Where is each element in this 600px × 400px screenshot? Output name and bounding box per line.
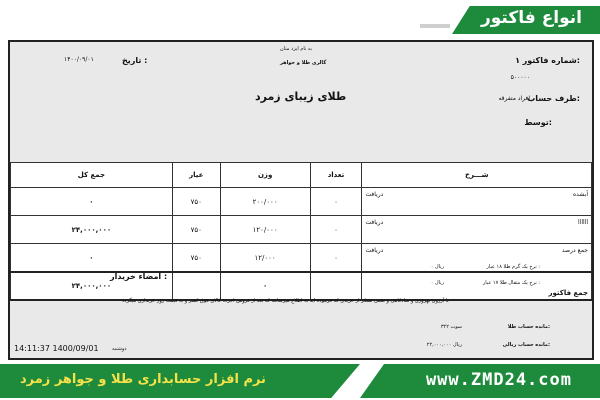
- header-karat: عیار: [172, 163, 220, 188]
- row-karat: ۷۵۰: [172, 216, 220, 244]
- row-type: دریافت: [365, 219, 384, 226]
- invoice-number-label: شماره فاکتور:: [522, 56, 580, 65]
- total-label: جمع فاکتور: [362, 272, 592, 300]
- rate17-label: نرخ یک مثقال طلا ۱۷ عیار :: [482, 280, 540, 286]
- invoice-amount: ۵۰۰۰۰۰: [510, 74, 530, 81]
- total-amount: ۲۴,۰۰۰,۰۰۰: [11, 272, 173, 300]
- bottom-banner: [0, 362, 600, 400]
- top-banner: [0, 0, 600, 38]
- row-item: llllll: [577, 219, 588, 226]
- header-weight: وزن: [220, 163, 310, 188]
- table-row: [11, 216, 592, 244]
- row-karat: ۷۵۰: [172, 188, 220, 216]
- row-quantity: ۰: [310, 188, 362, 216]
- invoice-document: [8, 40, 594, 360]
- rate18-label: نرخ یک گرم طلا ۱۸ عیار :: [486, 264, 540, 270]
- row-quantity: ۰: [310, 244, 362, 273]
- by-label: توسط:: [524, 118, 552, 127]
- page-title: انواع فاکتور: [480, 8, 582, 28]
- date-value: ۱۴۰۰/۰۹/۰۱: [64, 56, 94, 63]
- rial-balance-value: ۲۲,۰۰۰,۰۰۰ ریال: [426, 342, 462, 348]
- row-total: ۰: [11, 188, 173, 216]
- buyer-signature-label: امضاء خریدار :: [110, 272, 168, 281]
- rate17-value: ریال ۰: [430, 280, 444, 286]
- print-datetime: 14:11:37 1400/09/01: [14, 344, 99, 353]
- row-weight: ۲۰۰/۰۰۰: [220, 188, 310, 216]
- blessing-text: به نام ایزد منان: [280, 46, 312, 52]
- website-url: www.ZMD24.com: [425, 370, 572, 390]
- gold-balance-value: ۳۲۲ سوت: [440, 324, 462, 330]
- header-total: جمع کل: [11, 163, 173, 188]
- print-weekday: دوشنبه: [112, 346, 127, 352]
- row-description: [362, 188, 592, 216]
- table-row: [11, 188, 592, 216]
- invoice-header: [10, 42, 592, 160]
- date-label: تاریخ :: [122, 56, 148, 65]
- row-karat: ۷۵۰: [172, 244, 220, 273]
- row-type: دریافت: [365, 247, 384, 254]
- gold-balance-label: مانده حساب طلا:: [507, 324, 550, 330]
- row-total: ۲۴,۰۰۰,۰۰۰: [11, 216, 173, 244]
- shop-type: گالری طلا و جواهر: [280, 60, 327, 66]
- shop-name: طلای زیبای زمرد: [255, 90, 347, 103]
- row-weight: ۱۲۰/۰۰۰: [220, 216, 310, 244]
- row-weight: ۱۲/۰۰۰: [220, 244, 310, 273]
- rial-balance-label: مانده حساب ریالی:: [502, 342, 550, 348]
- row-total: ۰: [11, 244, 173, 273]
- banner-shadow: [420, 24, 450, 28]
- software-slogan: نرم افزار حسابداری طلا و جواهر زمرد: [20, 372, 266, 387]
- thank-you-message: با آرزوی بهروزی و شادکامی و ضمن تشکر از خریدی که فرموده اید به اطلاع میرسانند که بعد از فروش اجرت کالای فوق کسر و به قیمت روز خریداری میگردد: [122, 298, 449, 304]
- invoice-number-value: ۱: [515, 56, 520, 65]
- row-description: [362, 216, 592, 244]
- row-type: دریافت: [365, 191, 384, 198]
- row-quantity: ۰: [310, 216, 362, 244]
- header-description: شـــرح: [362, 163, 592, 188]
- row-item: آبشده: [573, 191, 588, 198]
- row-item: جمع درصد: [561, 247, 588, 254]
- total-weight: ۰: [220, 272, 310, 300]
- invoice-footer: [10, 262, 592, 358]
- header-quantity: تعداد: [310, 163, 362, 188]
- rate18-value: ریال ۰: [430, 264, 444, 270]
- party-value: افراد متفرقه: [498, 95, 530, 102]
- party-label: طرف حساب:: [527, 94, 580, 103]
- table-header-row: [11, 163, 592, 188]
